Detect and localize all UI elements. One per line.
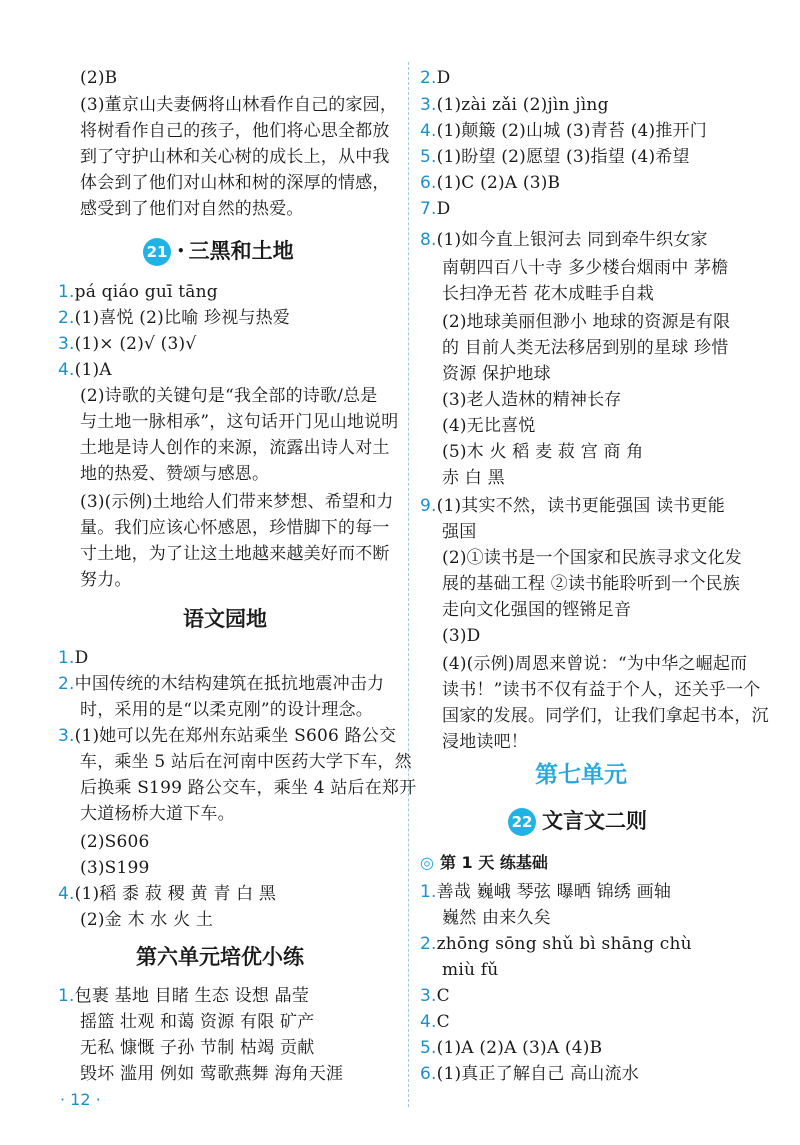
answer-line: 毁坏 滥用 例如 莺歌燕舞 海角天涯	[80, 1064, 344, 1084]
answer-line: 感受到了他们对自然的热爱。	[80, 199, 304, 219]
answer-line: 与土地一脉相承”，这句话开门见山地说明	[80, 412, 399, 432]
answer-item: 2.D	[420, 68, 451, 88]
answer-item: 5.(1)盼望 (2)愿望 (3)指望 (4)希望	[420, 147, 690, 167]
answer-item: 7.D	[420, 199, 451, 219]
answer-line: (2)①读书是一个国家和民族寻求文化发	[442, 548, 742, 568]
answer-line: 走向文化强国的铿锵足音	[442, 600, 632, 620]
answer-line: 努力。	[80, 570, 132, 590]
answer-item: 6.(1)真正了解自己 高山流水	[420, 1064, 639, 1084]
answer-item: 8.(1)如今直上银河去 同到牵牛织女家	[420, 230, 708, 250]
answer-item: 2.中国传统的木结构建筑在抵抗地震冲击力	[58, 674, 385, 694]
answer-line: 时，采用的是“以柔克刚”的设计理念。	[80, 700, 373, 720]
answer-line: 长扫净无苔 花木成畦手自栽	[442, 284, 655, 304]
day-subsection: ◎ 第 1 天 练基础	[420, 853, 548, 872]
answer-line: (2)地球美丽但渺小 地球的资源是有限	[442, 312, 731, 332]
answer-line: (3)D	[442, 626, 481, 646]
answer-line: (3)(示例)土地给人们带来梦想、希望和力	[80, 492, 394, 512]
answer-line: 读书！”读书不仅有益于个人，还关乎一个	[442, 680, 761, 700]
answer-line: 巍然 由来久矣	[442, 908, 551, 928]
circle-icon: ◎	[420, 853, 434, 872]
answer-line: 将树看作自己的孩子，他们将心思全都放	[80, 121, 390, 141]
answer-item: 1.pá qiáo guī tāng	[58, 282, 218, 302]
lesson-number-badge: 21	[143, 238, 171, 266]
answer-line: 展的基础工程 ②读书能聆听到一个民族	[442, 574, 741, 594]
answer-item: 6.(1)C (2)A (3)B	[420, 173, 561, 193]
lesson-21-heading	[143, 236, 294, 266]
answer-item: 3.(1)她可以先在郑州东站乘坐 S606 路公交	[58, 726, 397, 746]
answer-line: 地的热爱、赞颂与感恩。	[80, 464, 270, 484]
answer-line: 到了守护山林和关心树的成长上，从中我	[80, 147, 390, 167]
answer-line: 国家的发展。同学们，让我们拿起书本，沉	[442, 706, 769, 726]
answer-line: (2)金 木 水 火 土	[80, 910, 214, 930]
answer-line: 强国	[442, 522, 477, 542]
answer-item: 1.包裹 基地 目睹 生态 设想 晶莹	[58, 986, 310, 1006]
lesson-title: 三黑和土地	[188, 239, 294, 263]
answer-item: 4.(1)稻 黍 菽 稷 黄 青 白 黑	[58, 884, 277, 904]
page-number: · 12 ·	[60, 1090, 101, 1109]
answer-item: 4.(1)A	[58, 360, 112, 380]
answer-item: 1.善哉 巍峨 琴弦 曝晒 锦绣 画轴	[420, 882, 672, 902]
answer-line: 体会到了他们对山林和树的深厚的情感，	[80, 173, 390, 193]
answer-line: 赤 白 黑	[442, 468, 505, 488]
answer-line: 南朝四百八十寺 多少楼台烟雨中 茅檐	[442, 258, 729, 278]
answer-line: 土地是诗人创作的来源，流露出诗人对土	[80, 438, 390, 458]
answer-line: (2)B	[80, 68, 118, 88]
answer-line: 无私 慷慨 子孙 节制 枯竭 贡献	[80, 1038, 315, 1058]
answer-item: 4.(1)颠簸 (2)山城 (3)青苔 (4)推开门	[420, 121, 707, 141]
answer-line: 摇篮 壮观 和蔼 资源 有限 矿产	[80, 1012, 315, 1032]
answer-line: (2)诗歌的关键句是“我全部的诗歌/总是	[80, 386, 378, 406]
section-heading: 第六单元培优小练	[136, 945, 304, 969]
answer-item: 1.D	[58, 648, 89, 668]
section-heading: 语文园地	[183, 607, 267, 631]
answer-line: 后换乘 S199 路公交车，乘坐 4 站后在郑开	[80, 778, 417, 798]
star-icon: •	[177, 244, 185, 258]
answer-line: miù fǔ	[442, 960, 499, 980]
answer-line: (3)老人造林的精神长存	[442, 390, 622, 410]
answer-line: 寸土地，为了让这土地越来越美好而不断	[80, 544, 390, 564]
answer-item: 2.(1)喜悦 (2)比喻 珍视与热爱	[58, 308, 290, 328]
answer-item: 4.C	[420, 1012, 450, 1032]
answer-item: 3.(1)zài zǎi (2)jìn jìng	[420, 95, 609, 115]
lesson-22-heading	[508, 806, 647, 836]
column-divider	[408, 62, 409, 1107]
answer-item: 3.(1)× (2)√ (3)√	[58, 334, 197, 354]
answer-line: (4)(示例)周恩来曾说：“为中华之崛起而	[442, 654, 748, 674]
lesson-number-badge: 22	[508, 808, 536, 836]
answer-line: (2)S606	[80, 832, 150, 852]
answer-line: 的 目前人类无法移居到别的星球 珍惜	[442, 338, 729, 358]
answer-item: 3.C	[420, 986, 450, 1006]
answer-item: 5.(1)A (2)A (3)A (4)B	[420, 1038, 603, 1058]
answer-line: 量。我们应该心怀感恩，珍惜脚下的每一	[80, 518, 390, 538]
answer-line: (5)木 火 稻 麦 菽 宫 商 角	[442, 442, 644, 462]
answer-line: 大道杨桥大道下车。	[80, 804, 235, 824]
answer-item: 9.(1)其实不然，读书更能强国 读书更能	[420, 496, 725, 516]
answer-line: 浸地读吧！	[442, 732, 528, 752]
answer-item: 2.zhōng sōng shǔ bì shāng chù	[420, 934, 692, 954]
unit-title: 第七单元	[535, 762, 627, 788]
answer-line: (3)董京山夫妻俩将山林看作自己的家园，	[80, 95, 398, 115]
lesson-title: 文言文二则	[542, 809, 647, 833]
answer-line: 资源 保护地球	[442, 364, 551, 384]
answer-line: 车，乘坐 5 站后在河南中医药大学下车，然	[80, 752, 412, 772]
answer-line: (4)无比喜悦	[442, 416, 536, 436]
answer-line: (3)S199	[80, 858, 150, 878]
